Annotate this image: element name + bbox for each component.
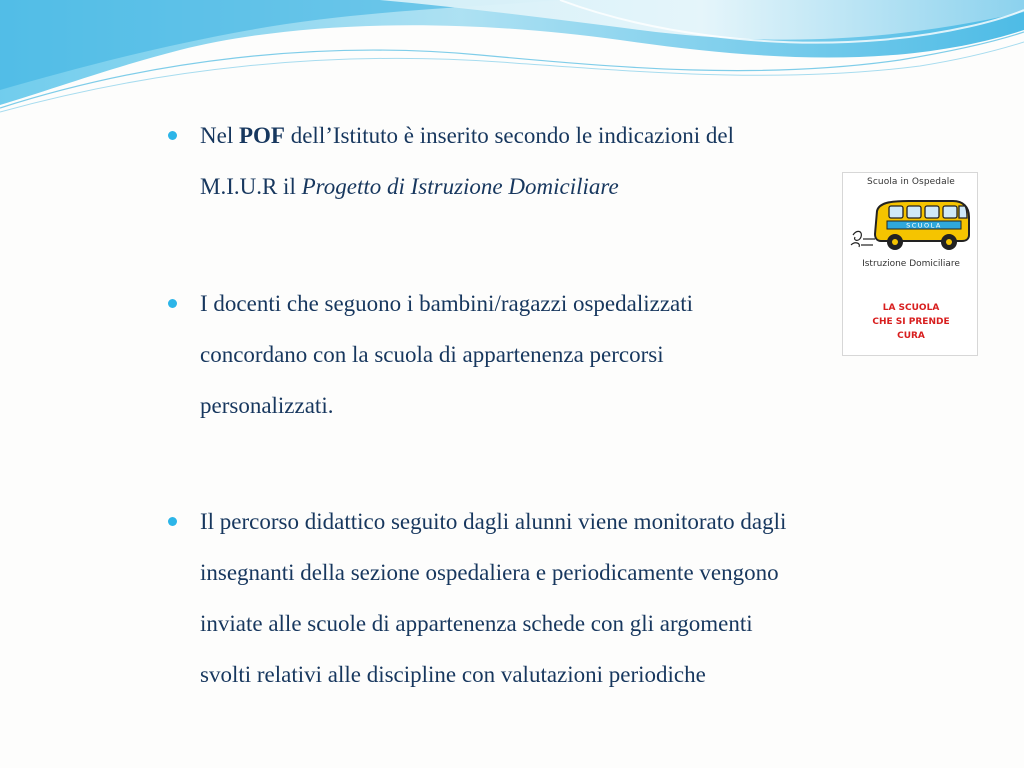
bullet-line: inviate alle scuole di appartenenza schede con gli argomenti — [200, 611, 753, 636]
bullet-dot-icon — [168, 299, 177, 308]
bullet-line: svolti relativi alle discipline con valutazioni periodiche — [200, 662, 706, 687]
bullet-line — [200, 110, 840, 161]
bullet-dot-icon — [168, 131, 177, 140]
bullet-text — [200, 496, 960, 700]
scuola-in-ospedale-logo — [842, 172, 978, 356]
bullet-text — [200, 278, 830, 431]
bullet-line: personalizzati. — [200, 393, 334, 418]
bold-text: POF — [238, 123, 285, 148]
logo-title: Scuola in Ospedale — [867, 177, 955, 187]
bullet-line — [200, 161, 840, 212]
slogan-line: CHE SI PRENDE — [872, 317, 950, 327]
italic-text: Progetto di Istruzione Domiciliare — [301, 174, 619, 199]
slogan-line: LA SCUOLA — [882, 303, 940, 313]
bullet-text — [200, 110, 840, 212]
bus-label: SCUOLA — [906, 221, 942, 230]
bullet-line: insegnanti della sezione ospedaliera e periodicamente vengono — [200, 560, 779, 585]
school-bus-icon — [849, 195, 973, 257]
bullet-dot-icon — [168, 517, 177, 526]
bullet-line: Il percorso didattico seguito dagli alunni viene monitorato dagli — [200, 509, 787, 534]
logo-subtitle: Istruzione Domiciliare — [862, 259, 960, 269]
logo-slogan — [843, 301, 979, 343]
slogan-line: CURA — [897, 331, 925, 341]
bullet-line: concordano con la scuola di appartenenza percorsi — [200, 342, 664, 367]
text-fragment: dell’Istituto è inserito secondo le indicazioni del — [284, 123, 734, 148]
bullet-line: I docenti che seguono i bambini/ragazzi ospedalizzati — [200, 291, 694, 316]
text-fragment: M.I.U.R il — [200, 174, 302, 199]
text-fragment: Nel — [200, 123, 239, 148]
